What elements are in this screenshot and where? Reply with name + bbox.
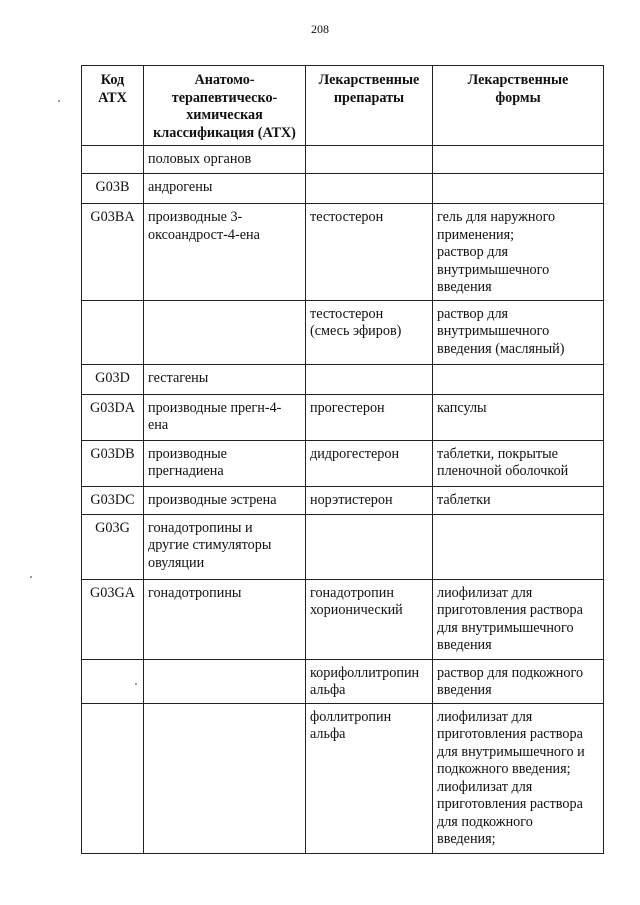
- atx-code: G03G: [82, 514, 144, 579]
- scan-speck: [135, 683, 137, 685]
- table-header-row: [82, 66, 604, 146]
- atx-class-cont: [144, 300, 306, 364]
- scan-speck: [30, 576, 32, 578]
- atx-code: G03D: [82, 364, 144, 394]
- atx-classification-table: [81, 65, 604, 854]
- form-cell: [433, 364, 604, 394]
- drug-cell: тестостерон (смесь эфиров): [306, 300, 433, 364]
- drug-cell: прогестерон: [306, 394, 433, 440]
- atx-class: производные прегнадиена: [144, 440, 306, 486]
- form-cell: таблетки, покрытые пленочной оболочкой: [433, 440, 604, 486]
- form-cell: лиофилизат для приготовления раствора для внутримышечного введения: [433, 579, 604, 659]
- form-cell: лиофилизат для приготовления раствора для внутримышечного и подкожного введения; лиофилизат для приготовления раствора для подкожного введения;: [433, 703, 604, 853]
- atx-class: производные 3- оксоандрост-4-ена: [144, 204, 306, 301]
- header-forms: Лекарственные формы: [433, 66, 604, 146]
- drug-cell: тестостерон: [306, 204, 433, 301]
- form-cell: [433, 146, 604, 174]
- table-row: [82, 514, 604, 579]
- atx-class: половых органов: [144, 146, 306, 174]
- atx-class: гонадотропины: [144, 579, 306, 659]
- header-drugs: Лекарственные препараты: [306, 66, 433, 146]
- table-row: [82, 486, 604, 514]
- table-row: [82, 300, 604, 364]
- atx-code: [82, 146, 144, 174]
- atx-class: гонадотропины и другие стимуляторы овуляции: [144, 514, 306, 579]
- scan-speck: [58, 100, 60, 102]
- atx-class-cont: [144, 703, 306, 853]
- atx-code-cont: [82, 703, 144, 853]
- form-cell: таблетки: [433, 486, 604, 514]
- drug-cell: [306, 364, 433, 394]
- atx-class: производные прегн-4- ена: [144, 394, 306, 440]
- atx-code: G03DB: [82, 440, 144, 486]
- table-row: [82, 364, 604, 394]
- form-cell: [433, 174, 604, 204]
- atx-code: G03B: [82, 174, 144, 204]
- form-cell: раствор для подкожного введения: [433, 659, 604, 703]
- drug-cell: [306, 146, 433, 174]
- atx-class: производные эстрена: [144, 486, 306, 514]
- drug-cell: норэтистерон: [306, 486, 433, 514]
- drug-cell: дидрогестерон: [306, 440, 433, 486]
- form-cell: гель для наружного применения; раствор для внутримышечного введения: [433, 204, 604, 301]
- atx-class: андрогены: [144, 174, 306, 204]
- table-row: [82, 440, 604, 486]
- header-code: Код АТХ: [82, 66, 144, 146]
- drug-cell: корифоллитропин альфа: [306, 659, 433, 703]
- drug-cell: [306, 174, 433, 204]
- table-row: [82, 579, 604, 659]
- form-cell: капсулы: [433, 394, 604, 440]
- atx-code: G03BA: [82, 204, 144, 301]
- header-classification: Анатомо- терапевтическо- химическая классификация (АТХ): [144, 66, 306, 146]
- atx-class-cont: [144, 659, 306, 703]
- page-number: 208: [311, 22, 329, 36]
- table-row: [82, 204, 604, 301]
- table-row: [82, 394, 604, 440]
- atx-code: G03GA: [82, 579, 144, 659]
- table-row: [82, 703, 604, 853]
- drug-cell: фоллитропин альфа: [306, 703, 433, 853]
- table-row: [82, 659, 604, 703]
- atx-code-cont: [82, 659, 144, 703]
- atx-class: гестагены: [144, 364, 306, 394]
- drug-cell: гонадотропин хорионический: [306, 579, 433, 659]
- atx-code-cont: [82, 300, 144, 364]
- table-row: [82, 174, 604, 204]
- atx-code: G03DC: [82, 486, 144, 514]
- table-row: [82, 146, 604, 174]
- drug-cell: [306, 514, 433, 579]
- form-cell: раствор для внутримышечного введения (масляный): [433, 300, 604, 364]
- atx-code: G03DA: [82, 394, 144, 440]
- form-cell: [433, 514, 604, 579]
